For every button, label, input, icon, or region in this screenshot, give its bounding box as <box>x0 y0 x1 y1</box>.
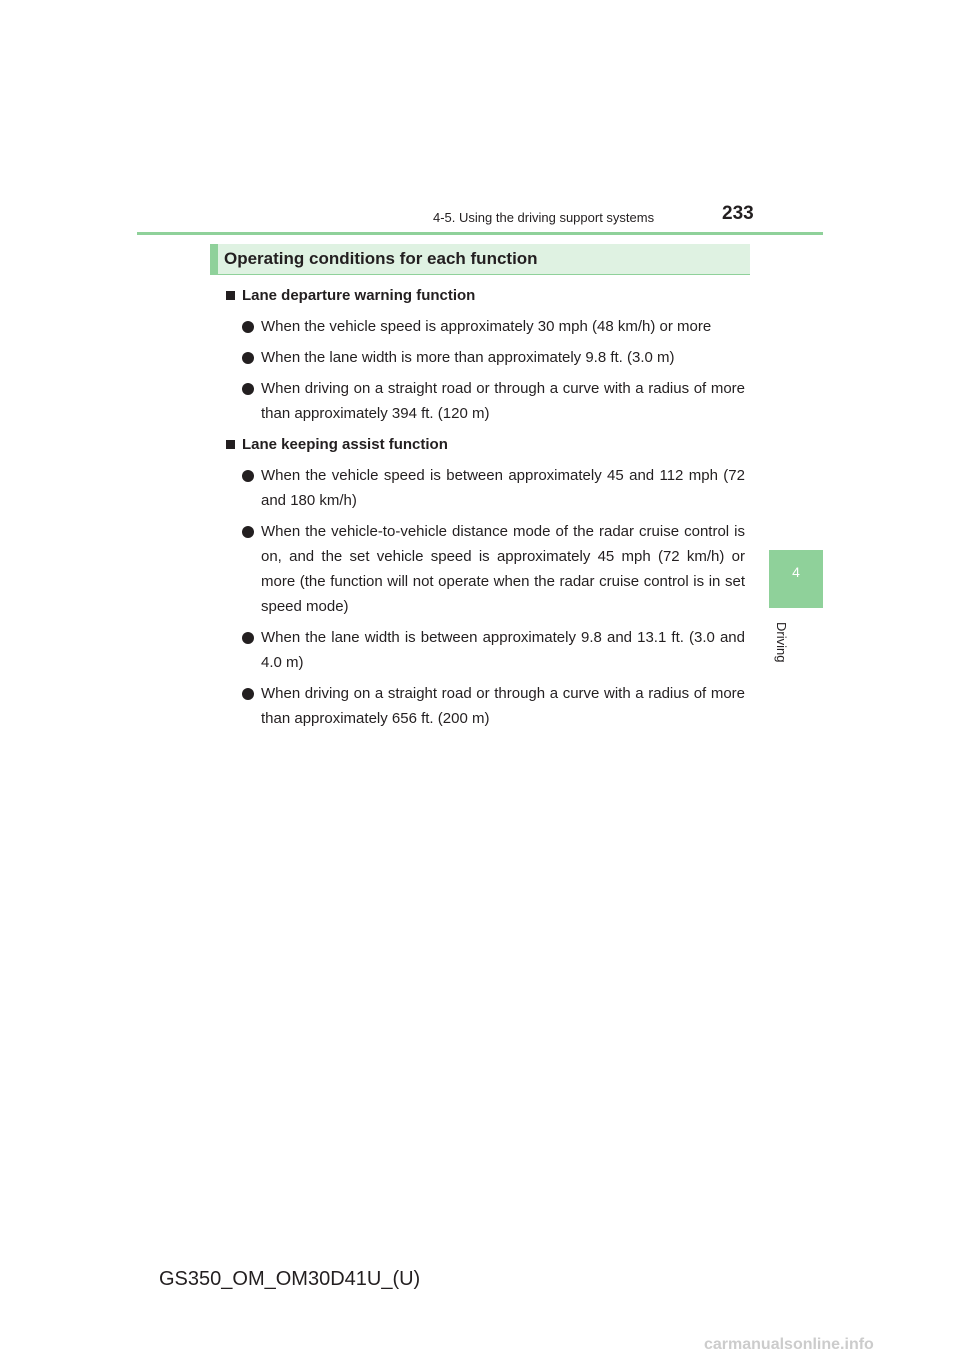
page-number: 233 <box>722 203 754 224</box>
round-bullet-icon <box>242 526 254 538</box>
sub-heading-text: Lane keeping assist function <box>242 436 448 453</box>
condition-group <box>222 283 745 426</box>
list-item-text: When the vehicle-to-vehicle distance mode of the radar cruise control is on, and the set vehicle speed is approximately 45 mph (72 km/h) or more (the function will not operate when the radar cruise control is in set speed mode) <box>261 523 745 615</box>
sub-heading <box>222 283 745 308</box>
list-item-text: When driving on a straight road or through a curve with a radius of more than approximately 656 ft. (200 m) <box>261 685 745 727</box>
sub-heading <box>222 432 745 457</box>
list-item <box>222 376 745 426</box>
header-divider <box>137 232 823 235</box>
content-body <box>222 283 745 737</box>
running-header-section: 4-5. Using the driving support systems <box>433 210 655 225</box>
round-bullet-icon <box>242 688 254 700</box>
round-bullet-icon <box>242 632 254 644</box>
condition-group <box>222 432 745 731</box>
chapter-number: 4 <box>792 564 800 580</box>
document-code: GS350_OM_OM30D41U_(U) <box>159 1268 421 1290</box>
list-item-text: When the lane width is between approximately 9.8 and 13.1 ft. (3.0 and 4.0 m) <box>261 629 745 671</box>
list-item-text: When the vehicle speed is approximately 30 mph (48 km/h) or more <box>261 318 712 335</box>
list-item-text: When driving on a straight road or through a curve with a radius of more than approximately 394 ft. (120 m) <box>261 380 745 422</box>
round-bullet-icon <box>242 321 254 333</box>
list-item <box>222 463 745 513</box>
list-item <box>222 625 745 675</box>
watermark: carmanualsonline.info <box>704 1336 874 1353</box>
chapter-tab <box>769 550 823 608</box>
sub-heading-text: Lane departure warning function <box>242 287 476 304</box>
list-item <box>222 345 745 370</box>
section-title: Operating conditions for each function <box>224 249 538 268</box>
round-bullet-icon <box>242 470 254 482</box>
list-item-text: When the lane width is more than approximately 9.8 ft. (3.0 m) <box>261 349 675 366</box>
square-bullet-icon <box>226 291 235 300</box>
list-item-text: When the vehicle speed is between approximately 45 and 112 mph (72 and 180 km/h) <box>261 467 745 509</box>
list-item <box>222 681 745 731</box>
round-bullet-icon <box>242 383 254 395</box>
section-title-box <box>210 244 750 275</box>
chapter-label: Driving <box>774 622 789 663</box>
list-item <box>222 519 745 619</box>
round-bullet-icon <box>242 352 254 364</box>
square-bullet-icon <box>226 440 235 449</box>
list-item <box>222 314 745 339</box>
